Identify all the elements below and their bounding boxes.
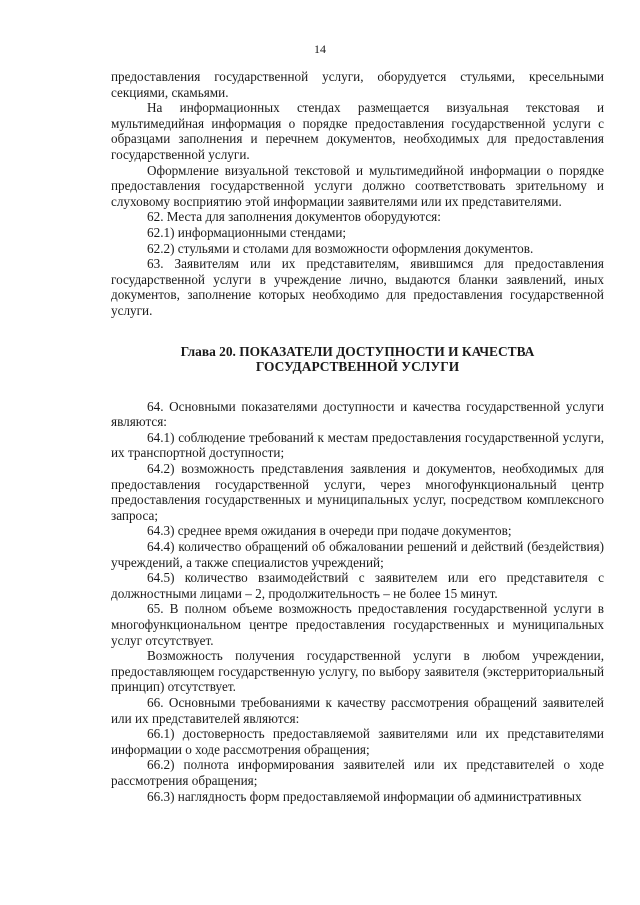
paragraph: 65. В полном объеме возможность предоставления государственной услуги в многофункциональном центре предоставления государственных и муниципальных услуг отсутствует. <box>111 601 604 648</box>
paragraph: 64.2) возможность представления заявления и документов, необходимых для предоставления государственной услуги, через многофункциональный центр предоставления государственных и муниципальных услуг, посредством комплексного запроса; <box>111 461 604 523</box>
paragraph: 64.4) количество обращений об обжаловании решений и действий (бездействия) учреждений, а также специалистов учреждений; <box>111 539 604 570</box>
paragraph: Возможность получения государственной услуги в любом учреждении, предоставляющем государственную услугу, по выбору заявителя (экстерриториальный принцип) отсутствует. <box>111 648 604 695</box>
paragraph: 63. Заявителям или их представителям, явившимся для предоставления государственной услуги в учреждение лично, выдаются бланки заявлений, иных документов, заполнение которых необходимо для предоставления государственной услуги. <box>111 256 604 318</box>
chapter-heading <box>111 344 604 375</box>
paragraph: 66. Основными требованиями к качеству рассмотрения обращений заявителей или их представителей являются: <box>111 694 604 726</box>
paragraph: предоставления государственной услуги, оборудуется стульями, кресельными секциями, скамьями. <box>111 69 604 100</box>
paragraph: 62. Места для заполнения документов оборудуются: <box>147 209 441 225</box>
chapter-heading-line-2: ГОСУДАРСТВЕННОЙ УСЛУГИ <box>255 359 460 375</box>
paragraph: 64.5) количество взаимодействий с заявителем или его представителя с должностными лицами – 2, продолжительность – не более 15 минут. <box>111 570 604 601</box>
text-section-before-heading <box>111 69 604 319</box>
paragraph: На информационных стендах размещается визуальная текстовая и мультимедийная информация о порядке предоставления государственной услуги с образцами заполнения и перечнем документов, необходимых для предоставления государственной услуги. <box>111 100 604 162</box>
paragraph: 66.2) полнота информирования заявителей или их представителей о ходе рассмотрения обращения; <box>111 757 604 788</box>
page-number: 14 <box>314 42 326 56</box>
paragraph: 62.2) стульями и столами для возможности оформления документов. <box>147 240 534 256</box>
paragraph: 64.3) среднее время ожидания в очереди при подаче документов; <box>147 523 512 539</box>
paragraph: 64. Основными показателями доступности и качества государственной услуги являются: <box>111 398 604 430</box>
paragraph: 66.1) достоверность предоставляемой заявителями или их представителями информации о ходе рассмотрения обращения; <box>111 726 604 757</box>
text-section-after-heading <box>111 399 604 804</box>
paragraph: 62.1) информационными стендами; <box>147 224 347 240</box>
paragraph: 66.3) наглядность форм предоставляемой информации об административных <box>147 788 582 804</box>
paragraph: Оформление визуальной текстовой и мультимедийной информации о порядке предоставления государственной услуги должно соответствовать зрительному и слуховому восприятию этой информации заявителями или их представителями. <box>111 162 604 209</box>
page-body <box>111 69 604 804</box>
paragraph: 64.1) соблюдение требований к местам предоставления государственной услуги, их транспортной доступности; <box>111 429 604 461</box>
chapter-heading-line-1: Глава 20. ПОКАЗАТЕЛИ ДОСТУПНОСТИ И КАЧЕСТВА <box>180 343 535 359</box>
